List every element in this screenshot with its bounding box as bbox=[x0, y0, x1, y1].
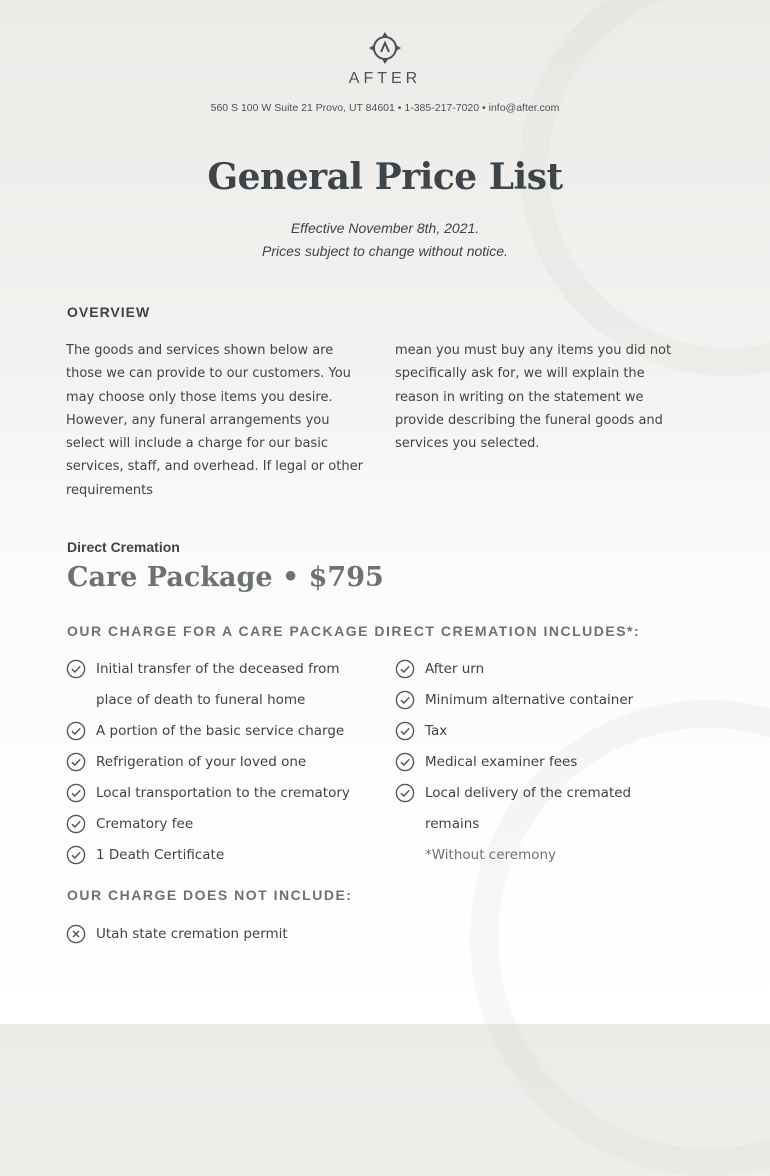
page-title: General Price List bbox=[207, 156, 563, 198]
includes-list-right bbox=[395, 654, 715, 871]
compass-chevron-icon bbox=[367, 30, 403, 66]
check-circle-icon bbox=[395, 721, 415, 741]
list-item bbox=[395, 778, 715, 809]
overview-line: specifically ask for, we will explain the bbox=[395, 366, 645, 382]
list-item-text: Medical examiner fees bbox=[425, 754, 578, 770]
list-item-text: 1 Death Certificate bbox=[96, 847, 225, 863]
package-title: Care Package • $795 bbox=[67, 562, 384, 593]
list-item-text: Local delivery of the cremated bbox=[425, 785, 632, 801]
overview-line: requirements bbox=[66, 482, 153, 498]
check-circle-icon bbox=[395, 752, 415, 772]
check-circle-icon bbox=[395, 783, 415, 803]
list-item bbox=[395, 747, 715, 778]
list-item-text: Minimum alternative container bbox=[425, 692, 634, 708]
overview-column-left bbox=[66, 339, 386, 502]
list-item-text: *Without ceremony bbox=[425, 847, 557, 863]
list-item-text: A portion of the basic service charge bbox=[96, 723, 345, 739]
check-circle-icon bbox=[66, 814, 86, 834]
overview-line: reason in writing on the statement we bbox=[395, 389, 644, 405]
overview-line: However, any funeral arrangements you bbox=[66, 412, 330, 428]
brand-name: AFTER bbox=[348, 70, 422, 87]
effective-date: Effective November 8th, 2021. bbox=[290, 220, 480, 236]
list-item bbox=[66, 716, 386, 747]
list-item bbox=[66, 747, 386, 778]
package-category: Direct Cremation bbox=[67, 539, 180, 555]
check-circle-icon bbox=[66, 845, 86, 865]
list-item bbox=[66, 919, 386, 950]
overview-heading: OVERVIEW bbox=[67, 304, 151, 320]
excludes-heading: OUR CHARGE DOES NOT INCLUDE: bbox=[67, 887, 353, 903]
list-item bbox=[66, 809, 386, 840]
excludes-list bbox=[66, 919, 386, 950]
overview-line: The goods and services shown below are bbox=[66, 343, 334, 358]
list-item bbox=[66, 654, 386, 685]
includes-heading: OUR CHARGE FOR A CARE PACKAGE DIRECT CREMATION INCLUDES*: bbox=[67, 623, 641, 639]
list-item-text: After urn bbox=[425, 661, 485, 677]
overview-line: may choose only those items you desire. bbox=[66, 389, 333, 405]
list-item bbox=[66, 778, 386, 809]
list-item bbox=[395, 654, 715, 685]
list-item bbox=[66, 685, 386, 716]
overview-line: those we can provide to our customers. You bbox=[66, 366, 351, 382]
check-circle-icon bbox=[66, 752, 86, 772]
list-item bbox=[395, 809, 715, 840]
includes-list-left bbox=[66, 654, 386, 871]
overview-column-right bbox=[395, 339, 715, 455]
x-circle-icon bbox=[66, 924, 86, 944]
check-circle-icon bbox=[66, 721, 86, 741]
list-item-text: remains bbox=[425, 816, 480, 832]
check-circle-icon bbox=[395, 690, 415, 710]
list-item bbox=[395, 716, 715, 747]
list-item-text: Crematory fee bbox=[96, 816, 194, 832]
list-item bbox=[66, 840, 386, 871]
list-item-text: Utah state cremation permit bbox=[96, 926, 288, 942]
check-circle-icon bbox=[395, 659, 415, 679]
price-disclaimer: Prices subject to change without notice. bbox=[262, 243, 508, 259]
list-item-text: Refrigeration of your loved one bbox=[96, 754, 307, 770]
overview-line: services, staff, and overhead. If legal or other bbox=[66, 459, 363, 475]
list-item-text: Local transportation to the crematory bbox=[96, 785, 350, 801]
check-circle-icon bbox=[66, 659, 86, 679]
overview-line: select will include a charge for our basic bbox=[66, 436, 328, 452]
check-circle-icon bbox=[66, 783, 86, 803]
list-item-text: place of death to funeral home bbox=[96, 692, 306, 708]
contact-address: 560 S 100 W Suite 21 Provo, UT 84601 • 1-385-217-7020 • info@after.com bbox=[210, 102, 560, 114]
overview-line: mean you must buy any items you did not bbox=[395, 343, 672, 358]
list-item-text: Initial transfer of the deceased from bbox=[96, 661, 340, 677]
list-item-text: Tax bbox=[425, 723, 448, 739]
list-item bbox=[395, 685, 715, 716]
overview-line: provide describing the funeral goods and bbox=[395, 412, 663, 428]
overview-line: services you selected. bbox=[395, 436, 540, 452]
ceremony-note bbox=[395, 840, 715, 871]
